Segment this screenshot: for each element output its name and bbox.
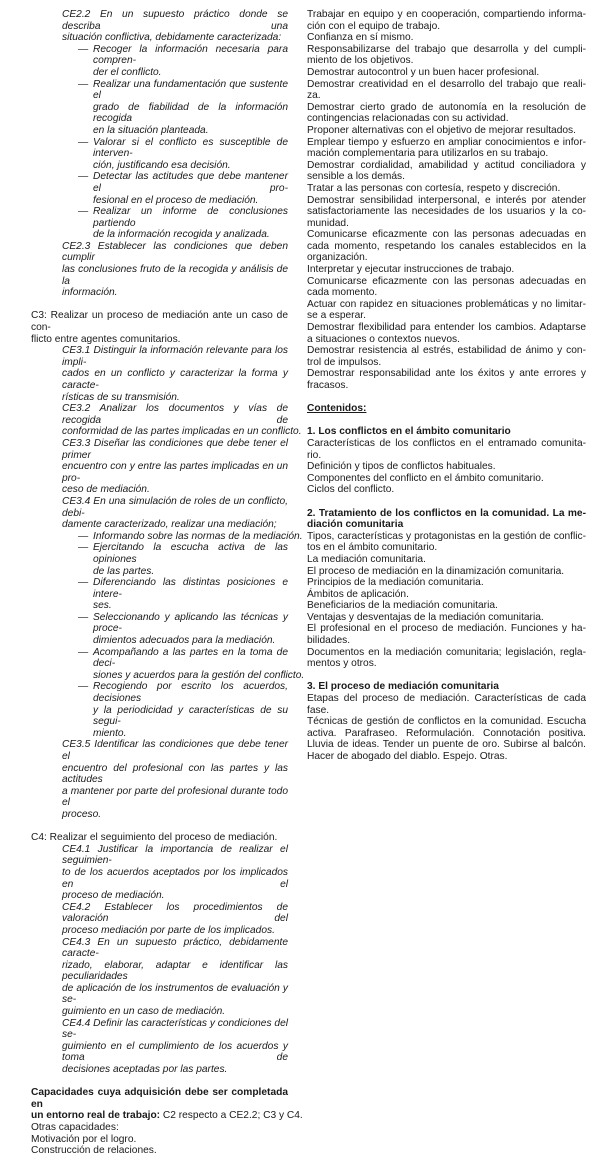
text-line: Demostrar cordialidad, amabilidad y actitud conciliadora y <box>307 159 586 171</box>
paragraph-item <box>307 160 586 183</box>
section-heading <box>307 508 586 531</box>
paragraph-item <box>307 368 586 391</box>
text-line: Recogiendo por escrito los acuerdos, decisiones <box>93 681 288 705</box>
text-line: Diferenciando las distintas posiciones e intere- <box>93 577 288 600</box>
text-line: Demostrar sensibilidad interpersonal, e interés por atender <box>307 194 586 206</box>
text-line: decisiones aceptadas por las partes. <box>62 1064 228 1076</box>
dash-list-item <box>62 206 288 241</box>
text-line: guimiento en el cumplimiento de los acuerdos y toma de <box>62 1040 288 1064</box>
text-line: mentos y otros. <box>307 658 377 670</box>
text-line: Confianza en sí mismo. <box>307 32 414 44</box>
dash-bullet-icon: — <box>78 78 89 90</box>
paragraph-item <box>307 299 586 322</box>
text-line: 3. El proceso de mediación comunitaria <box>307 681 499 693</box>
dash-list-item <box>62 137 288 172</box>
text-line: activa. Parafraseo. Reformulación. Connotación positiva. <box>307 727 586 739</box>
text-line: dimientos adecuados para la mediación. <box>93 635 276 647</box>
ce3-5 <box>62 739 288 820</box>
section-item <box>307 577 586 589</box>
text-line: Ciclos del conflicto. <box>307 484 395 496</box>
section-item <box>307 612 586 624</box>
capacidades-heading-line2 <box>31 1110 303 1122</box>
text-line: Tipos, características y protagonistas en la gestión de conflic- <box>307 530 586 542</box>
text-line: Comunicarse eficazmente con las personas adecuadas en <box>307 229 586 241</box>
paragraph-item <box>307 32 586 44</box>
dash-list-item <box>62 44 288 79</box>
section-item <box>307 554 586 566</box>
ce4-3 <box>62 937 288 1018</box>
text-line: Emplear tiempo y esfuerzo en ampliar conocimientos e infor- <box>307 136 586 148</box>
dash-bullet-icon: — <box>78 530 89 542</box>
capacidades-lines <box>31 1122 288 1157</box>
text-line: Actuar con rapidez en situaciones problemáticas y no limitar- <box>307 298 586 310</box>
text-line: rísticas de su transmisión. <box>62 391 180 403</box>
text-line: se a esperar. <box>307 310 366 322</box>
text-line: CE3.2 Analizar los documentos y vías de recogida de <box>62 403 288 426</box>
dash-list-item <box>62 79 288 137</box>
text-line: fesional en el proceso de mediación. <box>93 194 259 206</box>
text-line: satisfactoriamente las necesidades de los usuarios y la co- <box>307 206 586 218</box>
text-line: miento. <box>93 727 127 739</box>
capacidades-block <box>31 1087 303 1157</box>
section-item <box>307 589 586 601</box>
paragraph-item <box>307 345 586 368</box>
text-line: CE4.2 Establecer los procedimientos de valoración del <box>62 901 288 925</box>
section-heading <box>307 681 586 693</box>
text-line: Demostrar creatividad en el desarrollo del trabajo que reali- <box>307 78 586 90</box>
text-line: mación complementaria para utilizarlos en su trabajo. <box>307 148 549 160</box>
text-line: Ventajas y desventajas de la mediación comunitaria. <box>307 611 544 623</box>
ce3-4 <box>62 496 288 531</box>
text-line: CE4.4 Definir las características y condiciones del se- <box>62 1017 288 1041</box>
ce2-2-intro <box>62 9 288 44</box>
text-line: contingencias relacionadas con su actividad. <box>307 113 509 125</box>
text-line: cada momento, respetando los canales establecidos en la <box>307 240 586 252</box>
ce2-2-block <box>31 9 288 299</box>
text-line: Técnicas de gestión de conflictos en la comunidad. Escucha <box>307 716 586 728</box>
text-line: Beneficiarios de la mediación comunitaria. <box>307 600 498 612</box>
text-line: las conclusiones fruto de la recogida y análisis de la <box>62 264 288 287</box>
right-column <box>307 9 586 763</box>
section-item <box>307 647 586 670</box>
text-line: CE2.2 En un supuesto práctico donde se describa una <box>62 9 288 32</box>
contenidos-section <box>307 426 586 496</box>
ce3-3 <box>62 438 288 496</box>
dash-bullet-icon: — <box>78 171 89 183</box>
text-line: proceso mediación por parte de los implicados. <box>62 924 275 936</box>
c3-title <box>31 310 288 345</box>
dash-bullet-icon: — <box>78 542 89 554</box>
text-line: Detectar las actitudes que debe mantener el pro- <box>93 171 288 194</box>
text-line: Proponer alternativas con el objetivo de mejorar resultados. <box>307 124 576 136</box>
text-line: C3: Realizar un proceso de mediación ante un caso de con- <box>31 310 288 334</box>
text-line: miento de los objetivos. <box>307 55 414 67</box>
text-line: CE3.4 En una simulación de roles de un conflicto, debi- <box>62 495 288 519</box>
section-item <box>307 600 586 612</box>
dash-bullet-icon: — <box>78 43 89 55</box>
text-line: Características de los conflictos en el entramado comunita- <box>307 437 586 449</box>
text-line: Otras capacidades: <box>31 1122 119 1133</box>
dash-list-item <box>62 681 288 739</box>
ce3-1 <box>62 345 288 403</box>
paragraph-item <box>307 44 586 67</box>
paragraph-item <box>307 195 586 230</box>
text-line: Tratar a las personas con cortesía, respeto y discreción. <box>307 182 561 194</box>
text-line: Construcción de relaciones. <box>31 1145 157 1157</box>
ce2-3 <box>62 241 288 299</box>
text-line: to de los acuerdos aceptados por los implicados en el <box>62 866 288 890</box>
text-line: Demostrar resistencia al estrés, estabilidad de ánimo y con- <box>307 345 586 357</box>
text-line: damente caracterizado, realizar una mediación; <box>62 519 277 531</box>
contenidos-title: Contenidos: <box>307 403 367 415</box>
text-line: CE3.1 Distinguir la información relevante para los impli- <box>62 345 288 368</box>
dash-list-item <box>62 646 305 682</box>
dash-list-item <box>62 542 288 577</box>
section-item <box>307 484 586 496</box>
text-line: Ámbitos de aplicación. <box>307 588 409 600</box>
section-heading <box>307 426 586 438</box>
text-line: Definición y tipos de conflictos habituales. <box>307 461 496 473</box>
text-line: Hacer de abogado del diablo. Espejo. Otras. <box>307 751 508 762</box>
text-line: bilidades. <box>307 635 351 647</box>
paragraph-item <box>307 125 586 137</box>
c3-block <box>31 310 305 820</box>
paragraph-item <box>307 79 586 102</box>
text-line: der el conflicto. <box>93 66 162 78</box>
text-line: Principios de la mediación comunitaria. <box>307 577 484 589</box>
text-line: Realizar una fundamentación que sustente el <box>93 78 288 102</box>
text-line: CE4.1 Justificar la importancia de realizar el seguimien- <box>62 843 288 867</box>
ce3-4-items <box>62 530 305 740</box>
text-line: Demostrar responsabilidad ante los éxitos y ante errores y <box>307 368 586 380</box>
text-line: Comunicarse eficazmente con las personas adecuadas en <box>307 275 586 287</box>
section-item <box>307 693 586 716</box>
dash-bullet-icon: — <box>78 577 89 589</box>
paragraph-item <box>307 102 586 125</box>
text-line: tos en el ámbito comunitario. <box>307 542 438 554</box>
capacidades-reference: C2 respecto a CE2.2; C3 y C4. <box>160 1110 303 1122</box>
text-line: de aplicación de los instrumentos de evaluación y se- <box>62 982 288 1006</box>
text-line: organización. <box>307 252 368 264</box>
text-line: sensible a los demás. <box>307 171 405 183</box>
text-line: información. <box>62 287 118 299</box>
text-line: El profesional en el proceso de mediación. Funciones y ha- <box>307 623 586 635</box>
section-item <box>307 438 586 461</box>
paragraph-item <box>307 137 586 160</box>
dash-bullet-icon: — <box>78 136 89 148</box>
text-line: siones y acuerdos para la gestión del conflicto. <box>93 669 305 681</box>
text-line: Demostrar flexibilidad para entender los cambios. Adaptarse <box>307 322 586 334</box>
text-line: flicto entre agentes comunitarios. <box>31 333 181 345</box>
text-line: CE3.5 Identificar las condiciones que debe tener el <box>62 739 288 762</box>
paragraph-item <box>307 322 586 345</box>
text-line: Recoger la información necesaria para compren- <box>93 43 288 67</box>
text-line: Lluvia de ideas. Tender un puente de oro. Subirse al balcón. <box>307 739 586 751</box>
ce4-1 <box>62 844 288 902</box>
text-line: Documentos en la mediación comunitaria; legislación, regla- <box>307 646 586 658</box>
dash-list-item <box>62 577 288 612</box>
paragraph-item <box>307 229 586 264</box>
text-line: Trabajar en equipo y en cooperación, compartiendo informa- <box>307 9 586 20</box>
section-item <box>307 473 586 485</box>
paragraph-item <box>307 264 586 276</box>
text-line: Componentes del conflicto en el ámbito comunitario. <box>307 472 544 484</box>
c4-title: C4: Realizar el seguimiento del proceso de mediación. <box>31 832 278 844</box>
dash-list-item <box>62 530 303 543</box>
capacidades-heading-line1: Capacidades cuya adquisición debe ser completada en <box>31 1087 288 1110</box>
otras-capacidades-list <box>307 9 586 392</box>
text-line: ses. <box>93 600 112 612</box>
text-line: proceso de mediación. <box>62 890 165 902</box>
text-line: fracasos. <box>307 380 349 391</box>
contenidos-section <box>307 681 586 762</box>
text-line: El proceso de mediación en la dinamización comunitaria. <box>307 565 565 577</box>
paragraph-item <box>307 67 586 79</box>
text-line: Realizar un informe de conclusiones partiendo <box>93 206 288 229</box>
text-line: situación conflictiva, debidamente caracterizada: <box>62 32 282 44</box>
text-line: za. <box>307 90 321 102</box>
text-line: de las partes. <box>93 565 155 577</box>
text-line: ción, justificando esa decisión. <box>93 159 231 171</box>
section-item <box>307 623 586 646</box>
text-line: de la información recogida y analizada. <box>93 229 270 241</box>
text-line: CE2.3 Establecer las condiciones que deben cumplir <box>62 240 288 264</box>
dash-bullet-icon: — <box>78 681 89 693</box>
dash-list-item <box>62 171 288 206</box>
text-line: y la periodicidad y características de su segui- <box>93 704 288 728</box>
section-item <box>307 716 586 762</box>
paragraph-item <box>307 9 586 32</box>
text-line: encuentro con y entre las partes implicadas en un pro- <box>62 461 288 484</box>
section-item <box>307 461 586 473</box>
text-line: guimiento en un caso de mediación. <box>62 1006 226 1018</box>
text-line: Acompañando a las partes en la toma de deci- <box>93 646 288 670</box>
text-line: munidad. <box>307 217 349 229</box>
text-line: a mantener por parte del profesional durante todo el <box>62 785 288 809</box>
text-line: Ejercitando la escucha activa de las opiniones <box>93 542 288 565</box>
ce4-2 <box>62 902 288 937</box>
text-line: rio. <box>307 449 322 461</box>
text-line: cada momento. <box>307 287 378 299</box>
text-line: cados en un conflicto y caracterizar la forma y caracte- <box>62 368 288 391</box>
text-line: Seleccionando y aplicando las técnicas y proce- <box>93 611 288 635</box>
text-line: ceso de mediación. <box>62 484 150 496</box>
text-line: fase. <box>307 704 330 716</box>
section-item <box>307 531 586 554</box>
text-line: Responsabilizarse del trabajo que desarrolla y del cumpli- <box>307 43 586 55</box>
text-line: La mediación comunitaria. <box>307 553 426 565</box>
ce2-2-items <box>62 44 288 241</box>
text-line: encuentro del profesional con las partes y las actitudes <box>62 762 288 786</box>
text-line: proceso. <box>62 808 102 820</box>
text-line: rizado, elaborar, adaptar e identificar las peculiaridades <box>62 959 288 983</box>
dash-bullet-icon: — <box>78 206 89 218</box>
text-line: diación comunitaria <box>307 519 404 531</box>
capacidades-heading-bold: un entorno real de trabajo: <box>31 1110 161 1122</box>
ce4-4 <box>62 1018 288 1076</box>
text-line: 1. Los conflictos en el ámbito comunitario <box>307 426 511 438</box>
dash-bullet-icon: — <box>78 646 89 658</box>
dash-bullet-icon: — <box>78 611 89 623</box>
ce3-2 <box>62 403 302 438</box>
contenidos-section <box>307 508 586 670</box>
text-line: Interpretar y ejecutar instrucciones de trabajo. <box>307 264 515 276</box>
paragraph-item <box>307 276 586 299</box>
text-line: Informando sobre las normas de la mediación. <box>93 530 303 542</box>
left-column <box>31 9 305 1157</box>
contenidos-sections <box>307 426 586 762</box>
text-line: en la situación planteada. <box>93 124 209 136</box>
dash-list-item <box>62 612 288 647</box>
section-item <box>307 566 586 578</box>
text-line: ción con el equipo de trabajo. <box>307 20 441 32</box>
text-line: Valorar si el conflicto es susceptible de interven- <box>93 136 288 160</box>
text-line: 2. Tratamiento de los conflictos en la comunidad. La me- <box>307 507 586 519</box>
text-line: Etapas del proceso de mediación. Características de cada <box>307 693 586 705</box>
text-line: a situaciones o contextos nuevos. <box>307 333 460 345</box>
text-line: CE4.3 En un supuesto práctico, debidamente caracte- <box>62 936 288 960</box>
paragraph-item <box>307 183 586 195</box>
text-line: CE3.3 Diseñar las condiciones que debe tener el primer <box>62 437 288 461</box>
text-line: grado de fiabilidad de la información recogida <box>93 101 288 125</box>
text-line: Motivación por el logro. <box>31 1133 137 1145</box>
text-line: Demostrar cierto grado de autonomía en la resolución de <box>307 101 586 113</box>
text-line: conformidad de las partes implicadas en un conflicto. <box>62 426 302 438</box>
text-line: Demostrar autocontrol y un buen hacer profesional. <box>307 66 540 78</box>
c4-block <box>31 832 288 1075</box>
text-line: trol de impulsos. <box>307 356 382 368</box>
